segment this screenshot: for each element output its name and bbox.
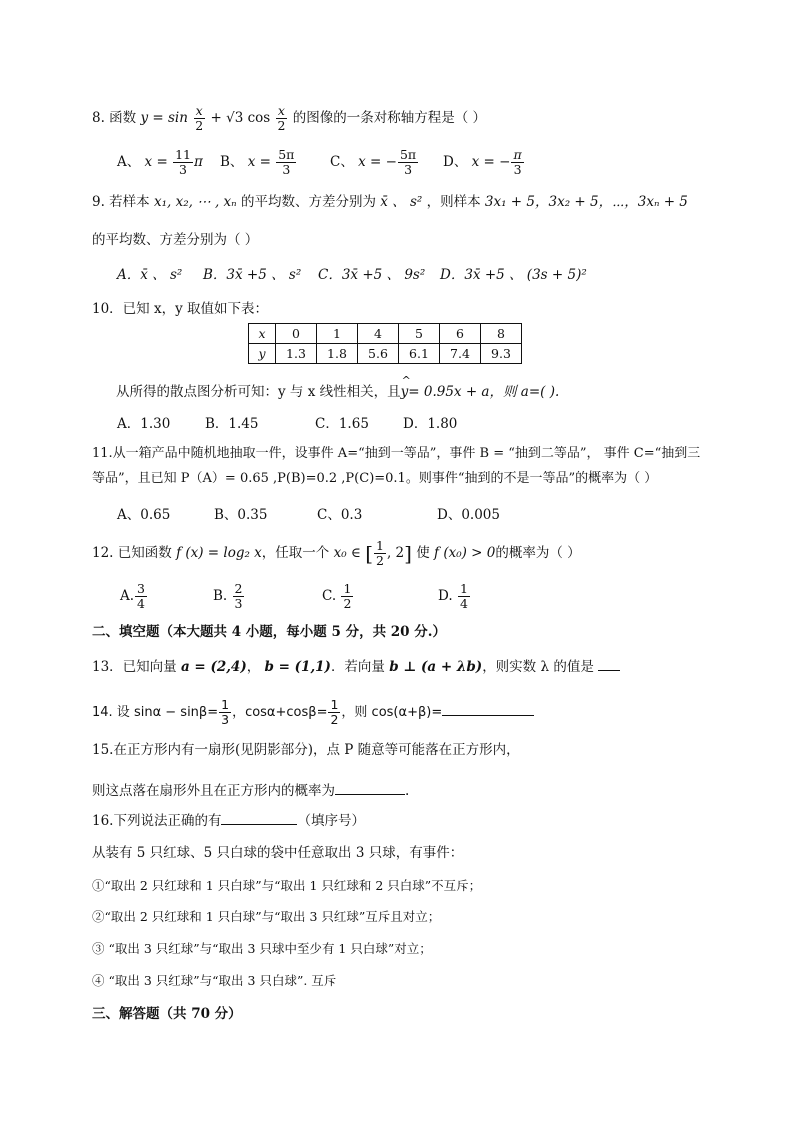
- q8-option-a-num: 11: [175, 147, 191, 162]
- q12-left-bracket: [: [365, 541, 374, 566]
- q9-option-b-label: B．: [203, 267, 227, 283]
- q9-option-d: [440, 265, 587, 285]
- q8-y-eq: y = sin: [140, 110, 188, 126]
- q9-option-c-text: 3x̄ +5 、 9s²: [341, 267, 426, 283]
- q16-answer-blank[interactable]: [221, 812, 297, 825]
- q8-frac-den: 2: [195, 118, 204, 133]
- q9-stem-line1: [92, 192, 688, 212]
- q11-option-d-text: 0.005: [461, 507, 500, 523]
- q13-condition: b ⊥ (a + λb): [389, 659, 483, 675]
- q16-stem: [92, 811, 365, 831]
- q11-option-d-label: D、: [437, 507, 462, 523]
- q8-option-d-num: π: [513, 147, 522, 162]
- q8-frac-num: x: [195, 103, 203, 118]
- q9-option-b-text: 3x̄ +5 、 s²: [226, 267, 302, 283]
- q16-item-1: ①“取出 2 只红球和 1 只白球”与“取出 1 只红球和 2 只白球”不互斥；: [92, 878, 482, 893]
- q13-prefix: 13．已知向量: [92, 659, 177, 675]
- table-cell: 6: [440, 324, 481, 344]
- table-cell: 1: [317, 324, 358, 344]
- q10-value-table: [248, 323, 522, 364]
- q16-prefix: 16.下列说法正确的有: [92, 813, 222, 829]
- q10-line2-b: = 0.95x + a，则 a=( ).: [408, 384, 560, 400]
- q12-option-d-label: D.: [438, 588, 453, 604]
- q16-item-4: ④ “取出 3 只红球”与“取出 3 只白球”. 互斥: [92, 973, 337, 988]
- table-row: [249, 344, 522, 364]
- q15-line2-text: 则这点落在扇形外且在正方形内的概率为: [92, 783, 335, 799]
- q15-answer-blank[interactable]: [335, 782, 405, 795]
- q12-int-tail: , 2: [386, 545, 405, 561]
- q12-option-c-label: C.: [322, 588, 337, 604]
- q12-option-d-frac: [458, 582, 470, 611]
- table-cell: 5.6: [358, 344, 399, 364]
- q12-option-b: [213, 582, 245, 611]
- q9-mid: 的平均数、方差分别为: [240, 194, 376, 210]
- q12-prefix: 12. 已知函数: [92, 545, 172, 561]
- q12-option-c-frac: [341, 582, 353, 611]
- table-cell: 7.4: [440, 344, 481, 364]
- q10-option-a: [117, 414, 170, 434]
- q8-option-b-num: 5π: [278, 147, 295, 162]
- q8-option-c-sign: −: [385, 154, 397, 170]
- q10-regression-y: ^ y: [401, 382, 409, 402]
- q11-stem-line1: 11.从一箱产品中随机地抽取一件，设事件 A=“抽到一等品”，事件 B = “抽到二等品”， 事件 C=“抽到三: [92, 446, 701, 461]
- q9-option-c: [318, 265, 425, 285]
- q9-option-d-text: 3x̄ +5 、 (3s + 5)²: [464, 267, 587, 283]
- q13-answer-blank[interactable]: [598, 658, 620, 671]
- q8-suffix: 的图像的一条对称轴方程是（ ）: [292, 110, 487, 126]
- q10-option-a-text: 1.30: [140, 416, 171, 432]
- q12-option-a: [120, 582, 148, 611]
- q11-option-a: [117, 505, 170, 525]
- q14-num1: 1: [221, 697, 230, 712]
- q11-option-b-text: 0.35: [237, 507, 268, 523]
- q14-mid: ，cosα+cosβ=: [232, 705, 328, 720]
- q10-option-c-label: C．: [315, 416, 339, 432]
- q12-right-bracket: ]: [404, 541, 412, 566]
- q8-frac-x2b: [275, 104, 287, 133]
- q8-option-d-lhs: x =: [471, 154, 495, 170]
- q12-int-num: 1: [376, 538, 384, 553]
- table-cell: y: [249, 344, 276, 364]
- table-cell: x: [249, 324, 276, 344]
- q14-frac-1: [219, 698, 231, 727]
- q11-option-d: [437, 505, 500, 525]
- q8-option-a-lhs: x =: [144, 154, 168, 170]
- q14-stem: [92, 698, 534, 727]
- q11-option-b: [214, 505, 267, 525]
- q8-option-d-label: D、: [443, 154, 468, 170]
- q8-option-a: [117, 148, 203, 177]
- q10-option-d-label: D．: [403, 416, 428, 432]
- q8-option-d-frac: [511, 148, 523, 177]
- q8-option-d-den: 3: [513, 162, 522, 177]
- q10-option-c-text: 1.65: [338, 416, 369, 432]
- q10-option-d: [403, 414, 457, 434]
- q11-option-b-label: B、: [214, 507, 238, 523]
- q8-option-a-den: 3: [179, 162, 187, 177]
- q16-item-3: ③ “取出 3 只红球”与“取出 3 只球中至少有 1 只白球”对立；: [92, 941, 432, 956]
- q12-stem: [92, 539, 581, 568]
- q14-suffix: ，则 cos(α+β)=: [341, 705, 443, 720]
- q8-option-c-lhs: x =: [358, 154, 382, 170]
- q12-option-b-den: 3: [234, 596, 243, 611]
- q13-sep: ，: [246, 659, 261, 675]
- q14-den1: 3: [221, 712, 230, 727]
- q8-option-c-num: 5π: [399, 147, 417, 162]
- q12-option-a-den: 4: [137, 596, 145, 611]
- q15-stem-line2: [92, 781, 409, 801]
- q9-new-sample: 3x₁ + 5，3x₂ + 5，⋯，3xₙ + 5: [484, 194, 688, 210]
- q15-period: .: [405, 783, 410, 799]
- q12-int-den: 2: [376, 553, 384, 568]
- q10-option-d-text: 1.80: [427, 416, 458, 432]
- q12-option-d-den: 4: [459, 596, 468, 611]
- q11-option-c: [317, 505, 362, 525]
- q10-option-a-label: A．: [117, 416, 141, 432]
- q12-option-b-frac: [233, 582, 245, 611]
- q12-cond: 使: [416, 545, 430, 561]
- q9-sample: x₁, x₂, ⋯ , xₙ: [153, 194, 237, 210]
- q13-a-vector: a = (2,4): [180, 659, 247, 675]
- q8-option-b-lhs: x =: [247, 154, 271, 170]
- q8-option-a-tail: π: [193, 154, 203, 170]
- q8-option-b-label: B、: [220, 154, 244, 170]
- section-2-heading: 二、填空题（本大题共 4 小题，每小题 5 分，共 20 分.）: [92, 624, 446, 640]
- q8-option-c-label: C、: [330, 154, 354, 170]
- table-cell: 5: [399, 324, 440, 344]
- q11-stem-line2: 等品”，且已知 P（A）= 0.65 ,P(B)=0.2 ,P(C)=0.1。则事件“抽到的不是一等品”的概率为（ ）: [92, 471, 658, 486]
- q14-frac-2: [328, 698, 340, 727]
- q12-mid: ，任取一个: [261, 545, 330, 561]
- q14-den2: 2: [330, 712, 339, 727]
- q15-stem-line1: 15.在正方形内有一扇形(见阴影部分)，点 P 随意等可能落在正方形内，: [92, 742, 520, 758]
- q11-option-a-text: 0.65: [140, 507, 171, 523]
- q13-stem: [92, 657, 620, 677]
- q16-suffix: （填序号）: [297, 813, 365, 829]
- table-row: [249, 324, 522, 344]
- q12-int-frac: [374, 539, 386, 568]
- table-cell: 8: [481, 324, 522, 344]
- q16-intro: 从装有 5 只红球、5 只白球的袋中任意取出 3 只球，有事件：: [92, 845, 464, 861]
- q9-option-b: [203, 265, 301, 285]
- q9-option-c-label: C．: [318, 267, 342, 283]
- table-cell: 1.8: [317, 344, 358, 364]
- q12-option-a-frac: [135, 582, 147, 611]
- table-cell: 1.3: [276, 344, 317, 364]
- q11-option-c-label: C、: [317, 507, 341, 523]
- q11-option-a-label: A、: [117, 507, 141, 523]
- q12-func: f (x) = log₂ x: [176, 545, 262, 561]
- q9-prefix: 9. 若样本: [92, 194, 150, 210]
- q9-stem-line2: 的平均数、方差分别为（ ）: [92, 232, 259, 248]
- section-3-heading: 三、解答题（共 70 分）: [92, 1006, 242, 1022]
- q16-item-2: ②“取出 2 只红球和 1 只白球”与“取出 3 只红球”互斥且对立；: [92, 909, 441, 924]
- q8-frac-x2: [193, 104, 205, 133]
- q8-option-c-den: 3: [404, 162, 413, 177]
- q10-option-c: [315, 414, 369, 434]
- q14-prefix: 14. 设 sinα − sinβ=: [92, 705, 219, 720]
- q12-x0-in: x₀ ∈: [333, 545, 361, 561]
- q12-option-a-num: 3: [137, 581, 145, 596]
- q10-stem-line2: [116, 382, 559, 402]
- table-cell: 0: [276, 324, 317, 344]
- table-cell: 6.1: [399, 344, 440, 364]
- q8-option-d: [443, 148, 525, 177]
- q8-option-c: [330, 148, 419, 177]
- q12-option-c-num: 1: [343, 581, 352, 596]
- q12-fx0: f (x₀) > 0: [434, 545, 496, 561]
- q8-option-b: [220, 148, 297, 177]
- q8-stem: [92, 104, 486, 133]
- q9-option-a: [117, 265, 182, 285]
- q9-option-d-label: D．: [440, 267, 465, 283]
- q8-frac-den-b: 2: [277, 118, 286, 133]
- q10-option-b-label: B．: [205, 416, 229, 432]
- q8-option-a-label: A、: [117, 154, 141, 170]
- q12-option-d-num: 1: [459, 581, 468, 596]
- q12-suffix: 的概率为（ ）: [495, 545, 581, 561]
- q8-option-b-frac: [276, 148, 296, 177]
- q12-option-b-num: 2: [234, 581, 243, 596]
- q10-option-b: [205, 414, 258, 434]
- q8-option-c-frac: [398, 148, 418, 177]
- q13-suffix: ，则实数 λ 的值是: [482, 659, 594, 675]
- q9-then: ，则样本: [426, 194, 481, 210]
- q12-option-c-den: 2: [343, 596, 352, 611]
- q10-option-b-text: 1.45: [228, 416, 259, 432]
- q10-stem: 10．已知 x，y 取值如下表：: [92, 301, 269, 317]
- q13-b-vector: b = (1,1): [264, 659, 331, 675]
- q9-stats: x̄ 、 s²: [380, 194, 423, 210]
- q12-option-c: [322, 582, 354, 611]
- q8-frac-num-b: x: [277, 103, 285, 118]
- q9-option-a-label: A．: [117, 267, 141, 283]
- q12-option-b-label: B.: [213, 588, 228, 604]
- q14-num2: 1: [330, 697, 339, 712]
- q13-mid: ．若向量: [330, 659, 385, 675]
- q12-option-a-label: A.: [120, 588, 135, 604]
- q8-option-d-sign: −: [499, 154, 511, 170]
- q8-option-a-frac: [173, 148, 193, 177]
- q10-line2-a: 从所得的散点图分析可知：y 与 x 线性相关，且: [116, 384, 401, 400]
- table-cell: 9.3: [481, 344, 522, 364]
- q11-option-c-text: 0.3: [340, 507, 363, 523]
- q8-option-b-den: 3: [282, 162, 291, 177]
- q8-sqrt3cos: + √3 cos: [210, 110, 271, 126]
- q9-option-a-text: x̄ 、 s²: [140, 267, 183, 283]
- table-cell: 4: [358, 324, 399, 344]
- q8-prefix: 8. 函数: [92, 110, 137, 126]
- q14-answer-blank[interactable]: [442, 703, 534, 716]
- q12-option-d: [438, 582, 471, 611]
